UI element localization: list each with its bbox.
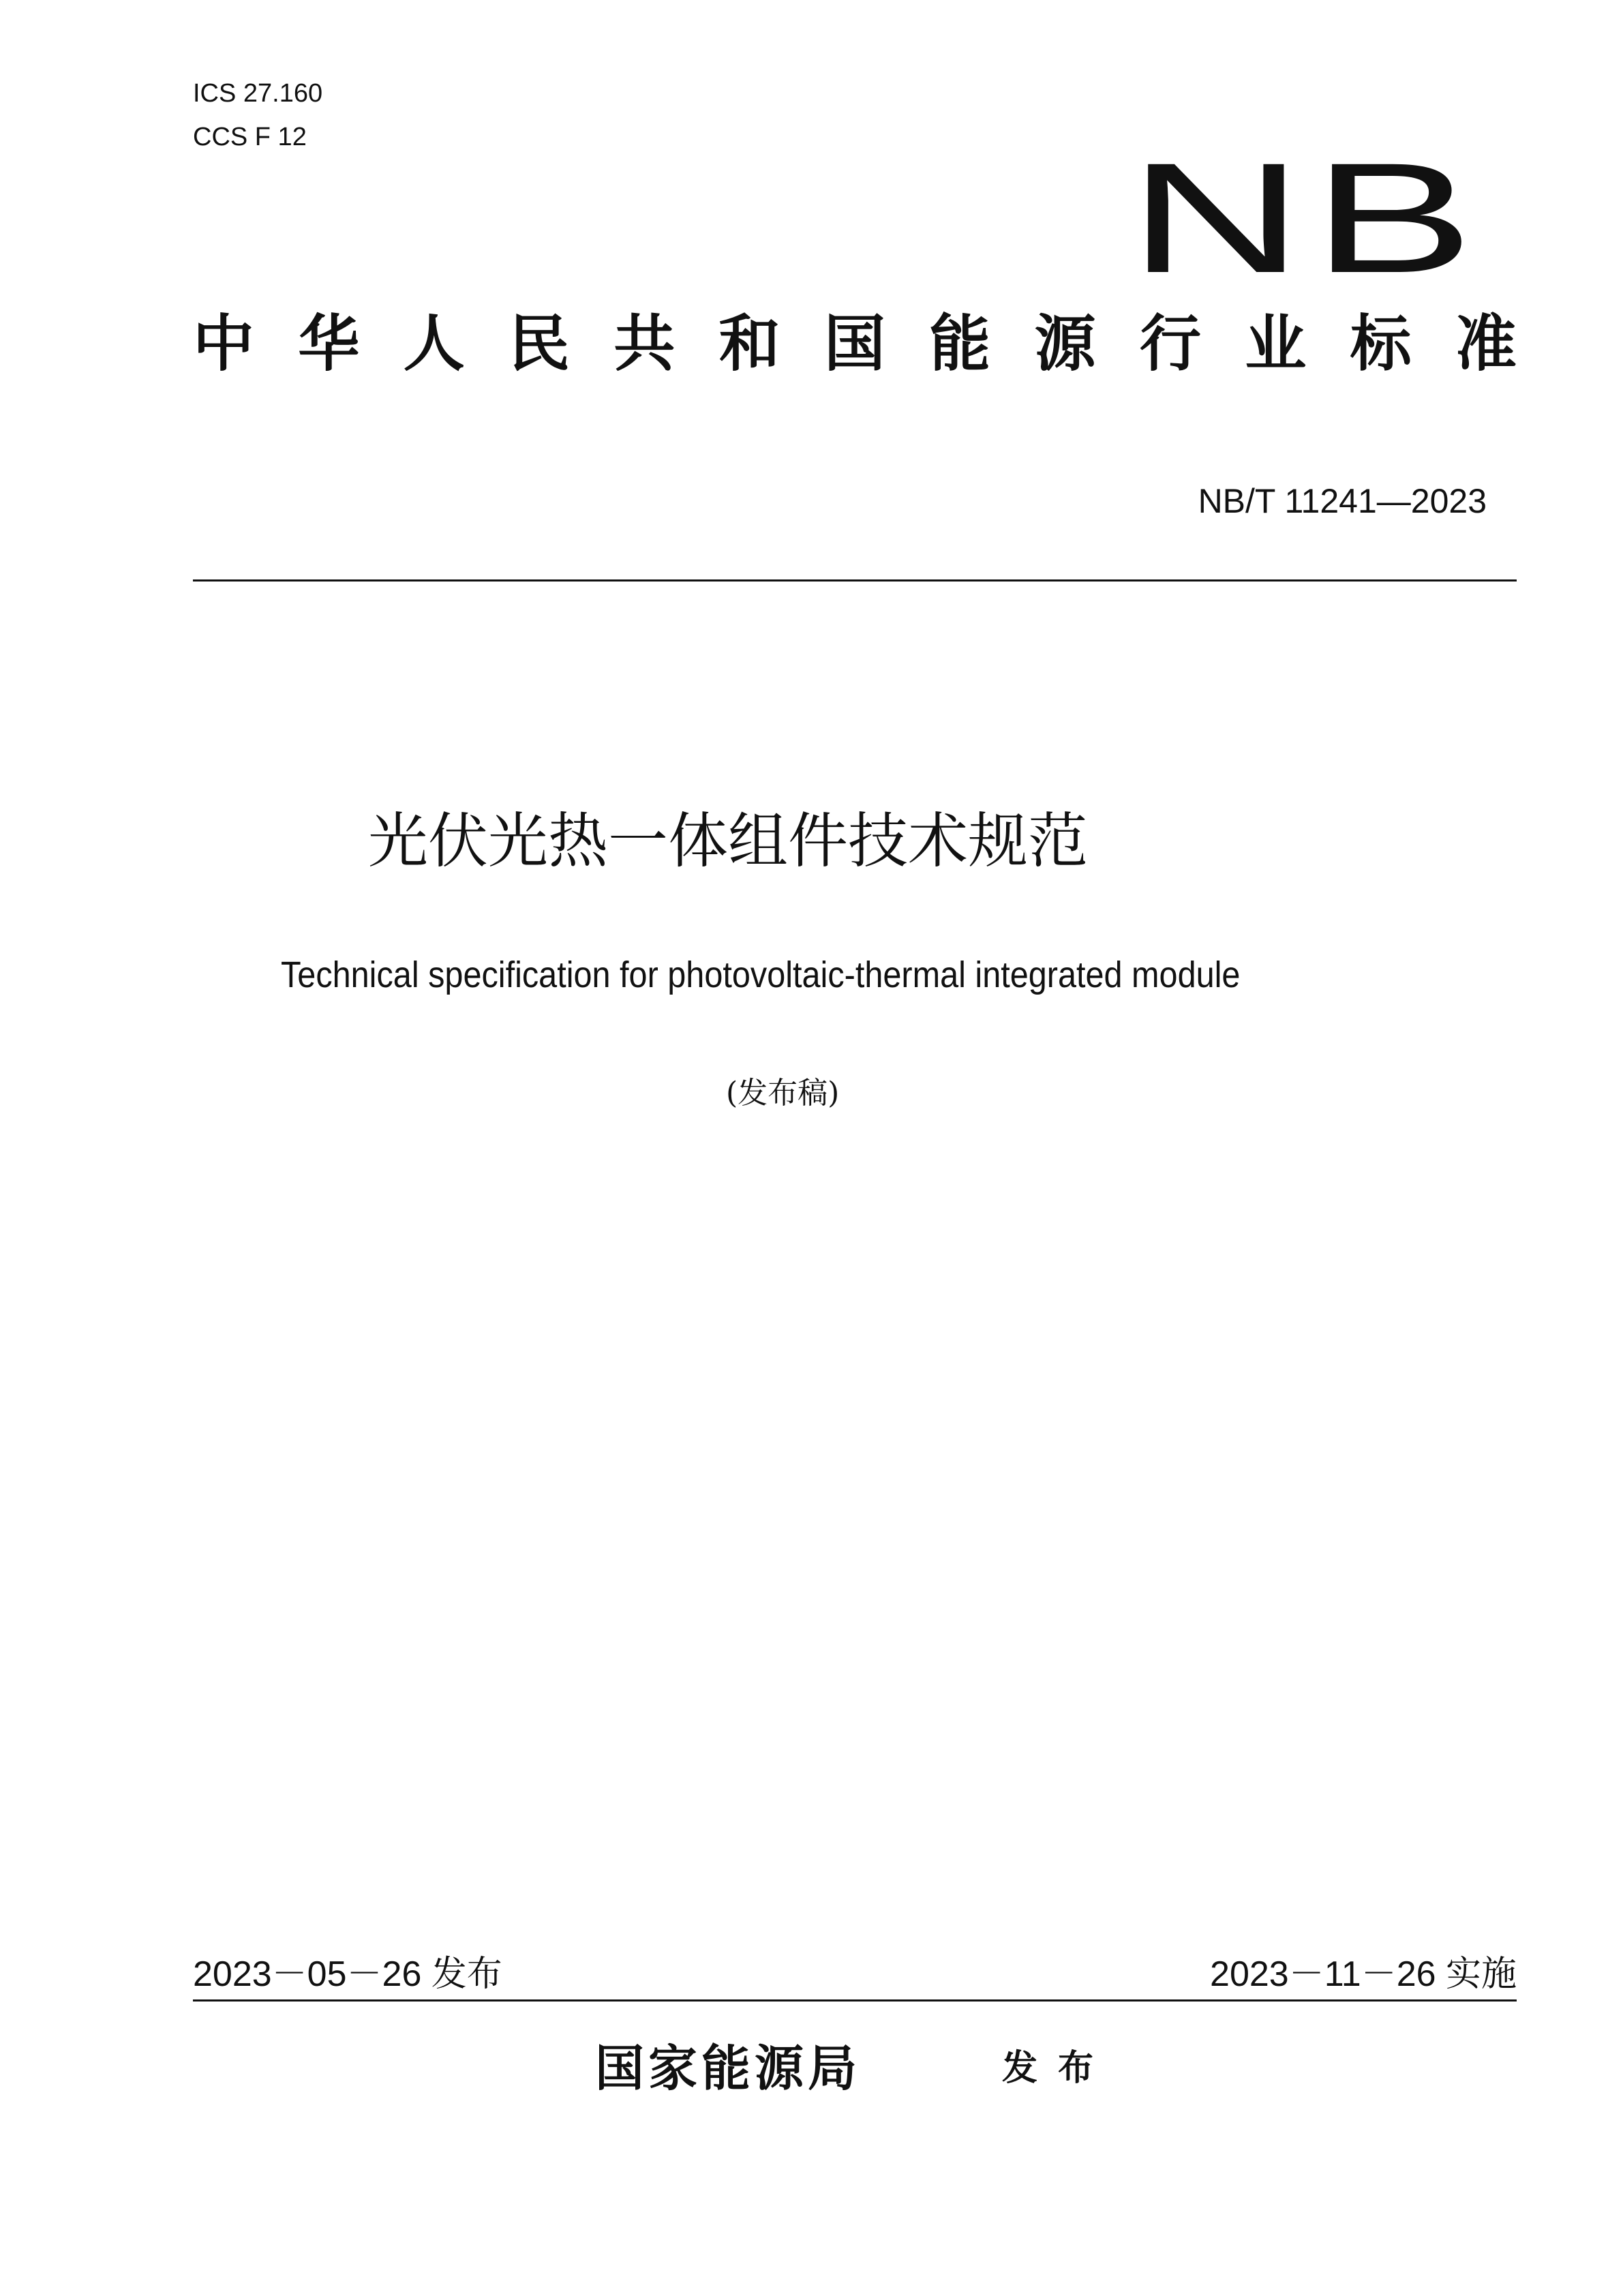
title-char: 国 bbox=[823, 308, 885, 380]
top-divider bbox=[193, 579, 1517, 581]
issuing-authority: 国家能源局 bbox=[595, 2040, 862, 2097]
bottom-divider bbox=[193, 1999, 1517, 2002]
issue-date: 2023－05－26 发布 bbox=[193, 1954, 502, 1994]
title-char: 源 bbox=[1034, 308, 1096, 380]
title-char: 和 bbox=[718, 308, 780, 380]
effective-date: 2023－11－26 实施 bbox=[1210, 1954, 1517, 1994]
standard-category-title bbox=[193, 308, 1517, 380]
title-char: 华 bbox=[298, 308, 360, 380]
title-char: 准 bbox=[1455, 308, 1517, 380]
title-char: 人 bbox=[403, 308, 465, 380]
title-char: 能 bbox=[929, 308, 991, 380]
title-char: 标 bbox=[1350, 308, 1412, 380]
nb-logo: NB bbox=[1128, 130, 1483, 305]
title-char: 行 bbox=[1139, 308, 1201, 380]
standard-number: NB/T 11241—2023 bbox=[1198, 482, 1487, 520]
issuing-action: 发布 bbox=[1002, 2048, 1114, 2089]
ics-code: ICS 27.160 bbox=[193, 79, 323, 108]
title-char: 共 bbox=[613, 308, 676, 380]
title-char: 中 bbox=[193, 308, 254, 380]
ccs-code: CCS F 12 bbox=[193, 123, 307, 151]
draft-status: (发布稿) bbox=[726, 1076, 840, 1111]
document-title-chinese: 光伏光热一体组件技术规范 bbox=[368, 806, 1089, 876]
title-char: 业 bbox=[1245, 308, 1307, 380]
title-char: 民 bbox=[508, 308, 570, 380]
document-title-english: Technical specification for photovoltaic-thermal integrated module bbox=[281, 954, 1241, 995]
